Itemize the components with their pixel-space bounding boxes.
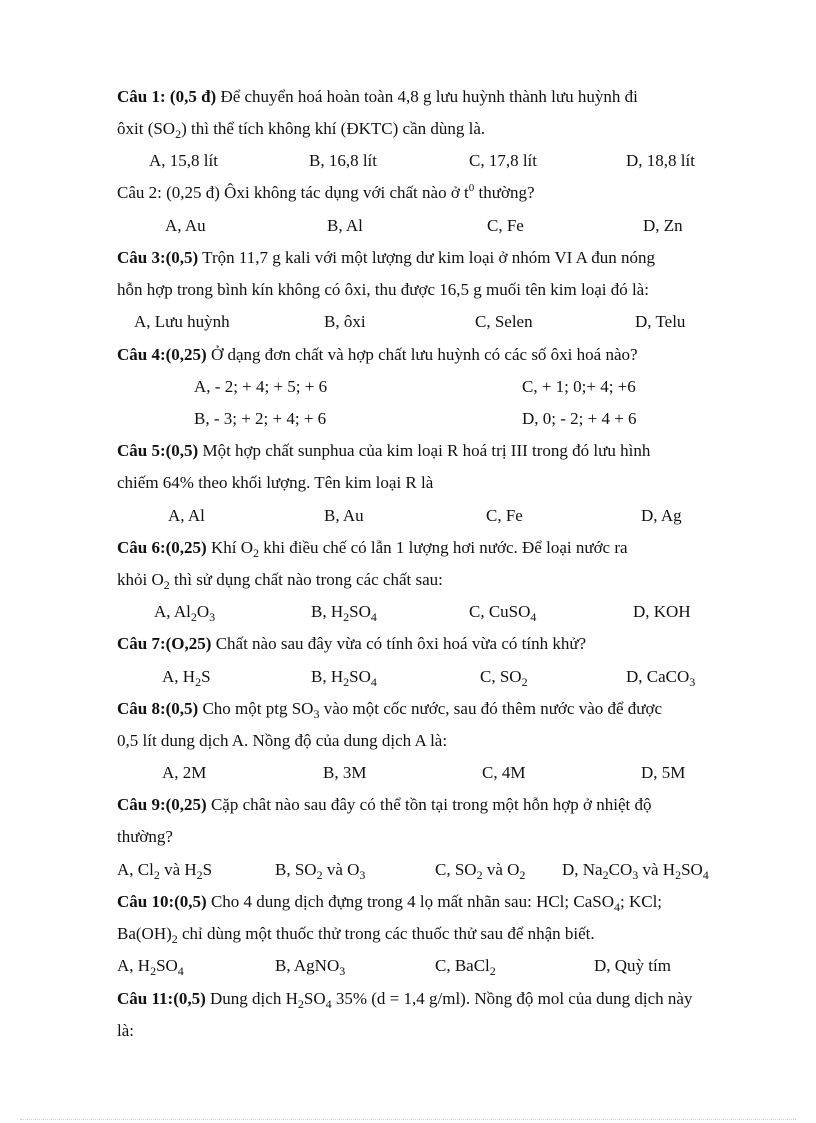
q11-label: Câu 11:(0,5) [117, 989, 206, 1008]
q6-a-part: O [196, 602, 210, 621]
q7-options [0, 666, 816, 688]
q7-a-part: S [201, 667, 211, 686]
q10-sub: 4 [614, 900, 620, 914]
q10-a-sub: 4 [177, 964, 184, 978]
q10-text-2: ; KCl; [620, 892, 663, 911]
q3-options [0, 311, 816, 333]
q2-option-c[interactable]: C, Fe [487, 216, 524, 235]
q9-c-sub: 2 [476, 868, 483, 882]
q9-options [0, 859, 816, 881]
q6-line-2 [117, 569, 443, 591]
q5-label: Câu 5:(0,5) [117, 441, 199, 460]
q11-line-1 [117, 988, 692, 1010]
q1-text-b: ôxit (SO [117, 119, 176, 138]
q5-option-b[interactable]: B, Au [324, 506, 364, 525]
q9-a-sub: 2 [196, 868, 203, 882]
q2-line-1 [117, 182, 535, 204]
q9-d-sub: 3 [632, 868, 639, 882]
q4-line-1 [117, 344, 638, 366]
q10-sub-b: 2 [171, 932, 178, 946]
q4-option-d[interactable]: D, 0; - 2; + 4 + 6 [522, 409, 637, 428]
q4-option-a[interactable]: A, - 2; + 4; + 5; + 6 [194, 377, 328, 396]
q9-text: Cặp chât nào sau đây có thể tồn tại trong một hỗn hợp ở nhiệt độ [206, 795, 652, 814]
q10-a-part: A, H [117, 956, 151, 975]
q6-b-sub: 2 [343, 610, 350, 624]
q10-line-2 [117, 923, 595, 945]
q9-option-a[interactable] [117, 859, 212, 881]
q6-text-b2: thì sử dụng chất nào trong các chất sau: [169, 570, 443, 589]
q6-line-1 [117, 537, 628, 559]
q9-a-sub: 2 [153, 868, 160, 882]
q6-option-d[interactable]: D, KOH [633, 602, 691, 621]
q9-d-sub: 2 [675, 868, 682, 882]
q7-b-part: SO [349, 667, 371, 686]
q9-d-part: và H [638, 860, 676, 879]
q10-b-part: B, AgNO [275, 956, 340, 975]
q7-option-c[interactable] [480, 666, 528, 688]
q10-option-c[interactable] [435, 955, 496, 977]
q9-b-part: B, SO [275, 860, 317, 879]
q5-line-2: chiếm 64% theo khối lượng. Tên kim loại R là [117, 473, 434, 492]
q4-option-b[interactable]: B, - 3; + 2; + 4; + 6 [194, 409, 327, 428]
q1-option-b[interactable]: B, 16,8 lít [309, 151, 378, 170]
q6-sub: 2 [253, 546, 259, 560]
q6-b-sub: 4 [370, 610, 377, 624]
q7-option-d[interactable] [626, 666, 695, 688]
q10-c-sub: 2 [489, 964, 496, 978]
q1-option-c[interactable]: C, 17,8 lít [469, 151, 538, 170]
q10-text-b2: chỉ dùng một thuốc thử trong các thuốc thử sau để nhận biết. [177, 924, 595, 943]
q3-text: Trộn 11,7 g kali với một lượng dư kim loại ở nhóm VI A đun nóng [198, 248, 655, 267]
q7-a-part: A, H [162, 667, 196, 686]
q4-options-row-1 [0, 376, 816, 398]
q7-option-b[interactable] [311, 666, 377, 688]
q7-b-sub: 2 [343, 675, 350, 689]
q8-label: Câu 8:(0,5) [117, 699, 199, 718]
q2-text-2: thường? [474, 183, 535, 202]
q10-c-part: C, BaCl [435, 956, 490, 975]
q10-option-b[interactable] [275, 955, 345, 977]
q6-option-a[interactable] [154, 601, 215, 623]
q6-options [0, 601, 816, 623]
q7-d-sub: 3 [689, 675, 696, 689]
q6-text-b: khỏi O [117, 570, 164, 589]
q1-text: Để chuyển hoá hoàn toàn 4,8 g lưu huỳnh thành lưu huỳnh đi [216, 87, 638, 106]
q6-a-part: A, Al [154, 602, 191, 621]
q3-option-c[interactable]: C, Selen [475, 312, 533, 331]
q11-line-2: là: [117, 1021, 134, 1040]
q2-option-b[interactable]: B, Al [327, 216, 363, 235]
q6-option-b[interactable] [311, 601, 377, 623]
q1-sub: 2 [175, 127, 182, 141]
q5-line-1 [117, 440, 650, 462]
q9-option-c[interactable] [435, 859, 525, 881]
q8-line-1 [117, 698, 662, 720]
q8-option-c[interactable]: C, 4M [482, 763, 526, 782]
q9-option-d[interactable] [562, 859, 709, 881]
q6-option-c[interactable] [469, 601, 536, 623]
q1-points: (0,5 đ) [169, 87, 217, 106]
q5-option-d[interactable]: D, Ag [641, 506, 682, 525]
q3-option-a[interactable]: A, Lưu huỳnh [134, 312, 230, 331]
q6-c-sub: 4 [530, 610, 537, 624]
q2-sup: 0 [468, 182, 475, 194]
q10-option-d[interactable]: D, Quỳ tím [594, 956, 671, 975]
q4-option-c[interactable]: C, + 1; 0;+ 4; +6 [522, 377, 636, 396]
q1-option-a[interactable]: A, 15,8 lít [149, 151, 218, 170]
q9-b-sub: 3 [359, 868, 366, 882]
q2-option-d[interactable]: D, Zn [643, 216, 683, 235]
q7-option-a[interactable] [162, 666, 211, 688]
q3-line-1 [117, 247, 655, 269]
q7-a-sub: 2 [195, 675, 202, 689]
q3-line-2: hỗn hợp trong bình kín không có ôxi, thu được 16,5 g muối tên kim loại đó là: [117, 280, 649, 299]
q7-d-part: D, CaCO [626, 667, 690, 686]
q6-text-2: khi điều chế có lẫn 1 lượng hơi nước. Để loại nước ra [259, 538, 628, 557]
q9-line-1 [117, 794, 652, 816]
q11-sub: 2 [297, 997, 304, 1011]
q3-option-d[interactable]: D, Telu [635, 312, 686, 331]
q9-d-part: CO [608, 860, 633, 879]
q6-b-part: SO [349, 602, 371, 621]
q8-option-a[interactable]: A, 2M [162, 763, 207, 782]
q9-option-b[interactable] [275, 859, 365, 881]
q8-option-d[interactable]: D, 5M [641, 763, 686, 782]
q6-text: Khí O [206, 538, 253, 557]
q7-b-sub: 4 [370, 675, 377, 689]
q6-c-part: C, CuSO [469, 602, 531, 621]
q6-label: Câu 6:(0,25) [117, 538, 207, 557]
q5-option-a[interactable]: A, Al [168, 506, 205, 525]
q6-sub-b: 2 [163, 578, 170, 592]
q2-option-a[interactable]: A, Au [165, 216, 206, 235]
q7-c-part: C, SO [480, 667, 522, 686]
q4-label: Câu 4:(0,25) [117, 345, 207, 364]
q2-text: Câu 2: (0,25 đ) Ôxi không tác dụng với chất nào ở t [117, 183, 469, 202]
q11-sub: 4 [325, 997, 332, 1011]
page-bottom-rule [20, 1119, 796, 1120]
q1-line-2 [117, 118, 485, 140]
q9-line-2: thường? [117, 827, 173, 846]
q6-b-part: B, H [311, 602, 344, 621]
q5-option-c[interactable]: C, Fe [486, 506, 523, 525]
q8-option-b[interactable]: B, 3M [323, 763, 367, 782]
q10-line-1 [117, 891, 662, 913]
q9-a-part: A, Cl [117, 860, 154, 879]
q11-text-3: 35% (d = 1,4 g/ml). Nồng độ mol của dung dịch này [331, 989, 693, 1008]
q7-b-part: B, H [311, 667, 344, 686]
q9-a-part: S [202, 860, 213, 879]
q10-a-part: SO [156, 956, 178, 975]
q3-label: Câu 3:(0,5) [117, 248, 199, 267]
q8-sub: 3 [313, 707, 320, 721]
q10-option-a[interactable] [117, 955, 184, 977]
q1-line-1 [117, 86, 638, 108]
q9-b-sub: 2 [316, 868, 323, 882]
q9-d-part: SO [681, 860, 703, 879]
q1-label: Câu 1: [117, 87, 166, 106]
q10-b-sub: 3 [339, 964, 346, 978]
q9-label: Câu 9:(0,25) [117, 795, 207, 814]
q9-b-part: và O [322, 860, 360, 879]
q4-options-row-2 [0, 408, 816, 430]
q8-text: Cho một ptg SO [198, 699, 314, 718]
q8-text-2: vào một cốc nước, sau đó thêm nước vào để được [319, 699, 663, 718]
q11-text-2: SO [303, 989, 326, 1008]
q11-text: Dung dịch H [205, 989, 298, 1008]
q1-option-d[interactable]: D, 18,8 lít [626, 151, 695, 170]
q1-options [0, 150, 816, 172]
q7-label: Câu 7:(O,25) [117, 634, 212, 653]
q10-options [0, 955, 816, 977]
q5-options [0, 505, 816, 527]
q9-d-sub: 4 [702, 868, 709, 882]
q10-a-sub: 2 [150, 964, 157, 978]
q3-option-b[interactable]: B, ôxi [324, 312, 366, 331]
q4-text: Ở dạng đơn chất và hợp chất lưu huỳnh có các số ôxi hoá nào? [206, 345, 638, 364]
q9-c-part: C, SO [435, 860, 477, 879]
q8-options [0, 762, 816, 784]
q8-line-2: 0,5 lít dung dịch A. Nồng độ của dung dịch A là: [117, 731, 448, 750]
q5-text: Một hợp chất sunphua của kim loại R hoá trị III trong đó lưu hình [198, 441, 651, 460]
q10-label: Câu 10:(0,5) [117, 892, 207, 911]
q2-options [0, 215, 816, 237]
q9-c-part: và O [482, 860, 520, 879]
q10-text: Cho 4 dung dịch đựng trong 4 lọ mất nhãn sau: HCl; CaSO [206, 892, 614, 911]
q9-a-part: và H [159, 860, 197, 879]
q7-text: Chất nào sau đây vừa có tính ôxi hoá vừa có tính khử? [211, 634, 587, 653]
q6-a-sub: 3 [209, 610, 216, 624]
q9-d-sub: 2 [602, 868, 609, 882]
q10-text-b: Ba(OH) [117, 924, 172, 943]
q9-c-sub: 2 [519, 868, 526, 882]
q6-a-sub: 2 [190, 610, 197, 624]
q7-c-sub: 2 [521, 675, 528, 689]
q7-line-1 [117, 633, 586, 655]
q1-text-b2: ) thì thể tích không khí (ĐKTC) cần dùng là. [181, 119, 486, 138]
q9-d-part: D, Na [562, 860, 603, 879]
